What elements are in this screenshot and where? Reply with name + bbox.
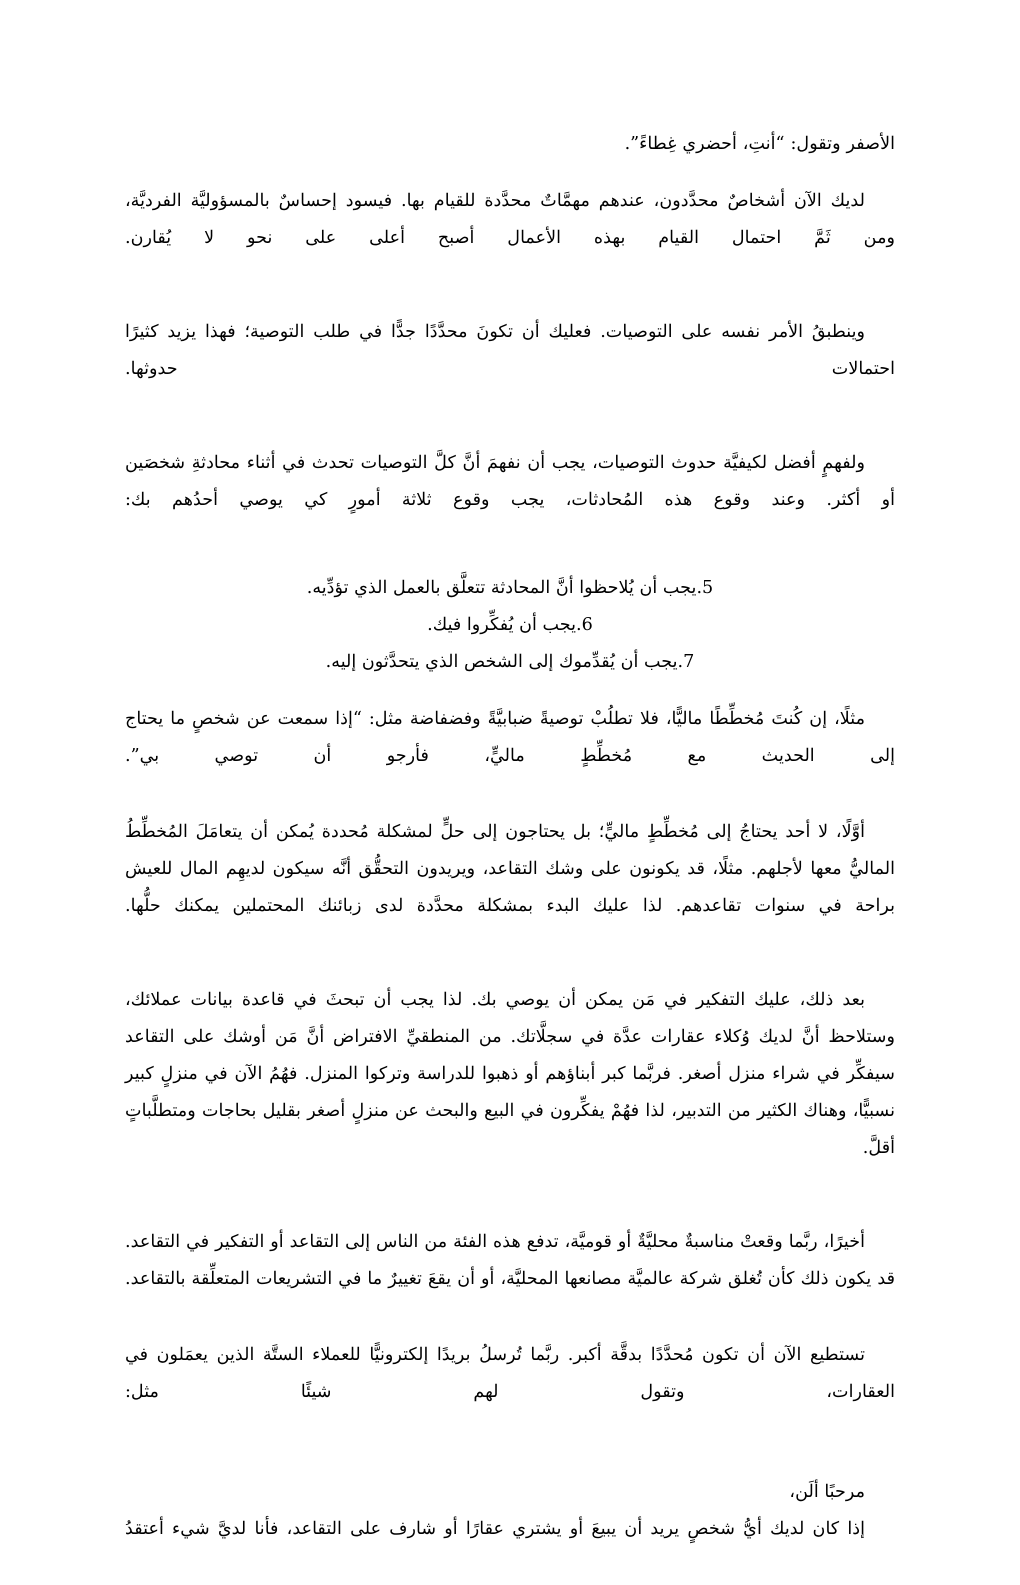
list-item-number: 7	[683, 652, 695, 672]
paragraph-8: تستطيع الآن أن تكون مُحدَّدًا بدقَّة أكبر. ربَّما تُرسلُ بريدًا إلكترونيًّا للعملاء الستَّة الذين يعمَلون في العقارات، وتقول لهم شيئًا مثل:	[125, 1345, 895, 1402]
numbered-list	[125, 570, 895, 681]
email-draft	[125, 1474, 895, 1585]
list-item	[125, 570, 895, 607]
list-item-text: يجب أن يُقدِّموك إلى الشخص الذي يتحدَّثون إليه.	[325, 652, 678, 672]
paragraph-2: وينطبقُ الأمر نفسه على التوصيات. فعليك أن تكونَ محدَّدًا جدًّا في طلب التوصية؛ فهذا يزيد كثيرًا احتمالات حدوثها.	[125, 322, 895, 379]
paragraph-6: بعد ذلك، عليك التفكير في مَن يمكن أن يوصي بك. لذا يجب أن تبحثَ في قاعدة بيانات عملائك، وستلاحظ أنَّ لديك وُكلاء عقارات عدَّة في سجلَّاتك. من المنطقيِّ الافتراض أنَّ مَن أوشك على التقاعد سيفكِّر في شراء منزل أصغر. فربَّما كبر أبناؤهم أو ذهبوا للدراسة وتركوا المنزل. فهُمُ الآن في منزلٍ كبير نسبيًّا، وهناك الكثير من التدبير، لذا فهُمْ يفكِّرون في البيع والبحث عن منزلٍ أصغر بقليل بحاجات ومتطلَّباتٍ أقلَّ.	[125, 990, 895, 1158]
list-item-text: يجب أن يُفكِّروا فيك.	[427, 615, 577, 635]
email-greeting: مرحبًا ألَن،	[789, 1482, 865, 1502]
list-item-separator: .	[696, 578, 703, 598]
paragraph-3: ولفهمٍ أفضل لكيفيَّة حدوث التوصيات، يجب أن نفهمَ أنَّ كلَّ التوصيات تحدث في أثناء محادثةِ شخصَين أو أكثر. وعند وقوع هذه المُحادثات، يجب وقوع ثلاثة أمورٍ كي يوصي أحدُهم بك:	[125, 453, 895, 510]
text-column	[125, 126, 895, 1585]
list-item-number: 5	[702, 578, 714, 598]
paragraph-4: مثلًا، إن كُنتَ مُخطِّطًا ماليًّا، فلا تطلُبْ توصيةً ضبابيَّةً وفضفاضة مثل: “إذا سمعت عن شخصٍ ما يحتاج إلى الحديث مع مُخطِّطٍ ماليٍّ، فأرجو أن توصي بي”.	[125, 709, 895, 766]
list-item-text: يجب أن يُلاحظوا أنَّ المحادثة تتعلَّق بالعمل الذي تؤدِّيه.	[306, 578, 697, 598]
paragraph-7: أخيرًا، ربَّما وقعتْ مناسبةٌ محليَّةٌ أو قوميَّة، تدفع هذه الفئة من الناس إلى التقاعد أو التفكير في التقاعد. قد يكون ذلك كأن تُغلق شركة عالميَّة مصانعها المحليَّة، أو أن يقعَ تغييرٌ ما في التشريعات المتعلِّقة بالتقاعد.	[125, 1232, 895, 1289]
email-body-line: إذا كان لديك أيُّ شخصٍ يريد أن يبيعَ أو يشتري عقارًا أو شارف على التقاعد، فأنا لديَّ شيء أعتقدُ	[125, 1519, 865, 1539]
list-item-number: 6	[581, 615, 593, 635]
continuation-line: الأصفر وتقول: “أنتِ، أحضري غِطاءً”.	[624, 134, 895, 154]
list-item-separator: .	[677, 652, 684, 672]
paragraph-5: أوَّلًا، لا أحد يحتاجُ إلى مُخطِّطٍ ماليٍّ؛ بل يحتاجون إلى حلٍّ لمشكلة مُحددة يُمكن أن يتعامَلَ المُخطِّطُ الماليُّ معها لأجلهم. مثلًا، قد يكونون على وشك التقاعد، ويريدون التحقُّق أنَّه سيكون لديهِم المال للعيش براحة في سنوات تقاعدهم. لذا عليك البدء بمشكلة محدَّدة لدى زبائنك المحتملين يمكنك حلُّها.	[125, 822, 895, 916]
list-item	[125, 607, 895, 644]
list-item-separator: .	[576, 615, 582, 635]
paragraph-1: لديك الآن أشخاصٌ محدَّدون، عندهم مهمَّاتٌ محدَّدة للقيام بها. فيسود إحساسٌ بالمسؤوليَّة الفرديَّة، ومن ثَمَّ احتمال القيام بهذه الأعمال أصبح أعلى على نحو لا يُقارن.	[125, 191, 895, 248]
list-item	[125, 644, 895, 681]
